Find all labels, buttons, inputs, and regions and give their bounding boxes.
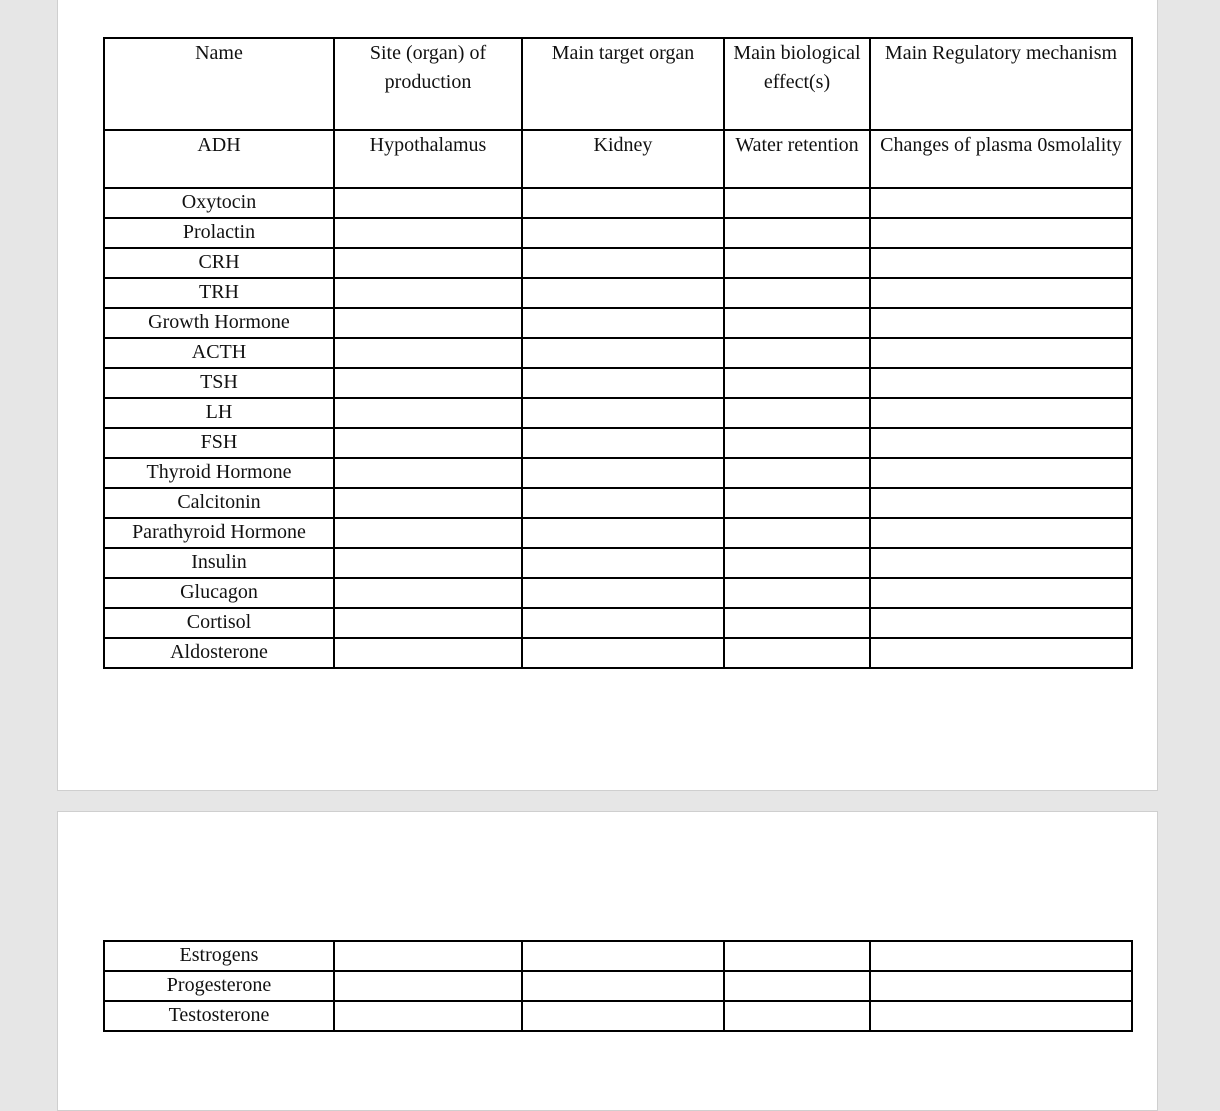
- blank-regulation-cell: [870, 488, 1132, 518]
- example-row: [104, 130, 1132, 188]
- table-row: [104, 398, 1132, 428]
- blank-regulation-cell: [870, 188, 1132, 218]
- hormone-name-cell: CRH: [104, 248, 334, 278]
- hormone-name-cell: TSH: [104, 368, 334, 398]
- blank-target-cell: [522, 218, 724, 248]
- hormone-name-cell: Prolactin: [104, 218, 334, 248]
- blank-site-cell: [334, 218, 522, 248]
- table-row: [104, 578, 1132, 608]
- table-row: [104, 638, 1132, 668]
- table-row: [104, 188, 1132, 218]
- blank-site-cell: [334, 398, 522, 428]
- blank-target-cell: [522, 488, 724, 518]
- blank-target-cell: [522, 278, 724, 308]
- blank-regulation-cell: [870, 278, 1132, 308]
- blank-target-cell: [522, 188, 724, 218]
- blank-effect-cell: [724, 218, 870, 248]
- hormone-name-cell: Testosterone: [104, 1001, 334, 1031]
- hormone-name-cell: Insulin: [104, 548, 334, 578]
- blank-effect-cell: [724, 608, 870, 638]
- blank-regulation-cell: [870, 398, 1132, 428]
- blank-regulation-cell: [870, 638, 1132, 668]
- blank-target-cell: [522, 308, 724, 338]
- document-page-1: [57, 0, 1158, 791]
- blank-regulation-cell: [870, 548, 1132, 578]
- blank-effect-cell: [724, 548, 870, 578]
- blank-target-cell: [522, 971, 724, 1001]
- blank-site-cell: [334, 971, 522, 1001]
- hormone-name-cell: Cortisol: [104, 608, 334, 638]
- hormone-table: [103, 37, 1133, 669]
- example-effect: Water retention: [724, 130, 870, 188]
- blank-target-cell: [522, 548, 724, 578]
- table-row: [104, 971, 1132, 1001]
- hormone-name-cell: Progesterone: [104, 971, 334, 1001]
- blank-effect-cell: [724, 308, 870, 338]
- blank-site-cell: [334, 458, 522, 488]
- header-site: Site (organ) of production: [334, 38, 522, 130]
- blank-effect-cell: [724, 338, 870, 368]
- blank-regulation-cell: [870, 971, 1132, 1001]
- table-row: [104, 488, 1132, 518]
- hormone-name-cell: Growth Hormone: [104, 308, 334, 338]
- hormone-name-cell: Calcitonin: [104, 488, 334, 518]
- header-regulation: Main Regulatory mechanism: [870, 38, 1132, 130]
- hormone-name-cell: TRH: [104, 278, 334, 308]
- blank-regulation-cell: [870, 308, 1132, 338]
- blank-site-cell: [334, 488, 522, 518]
- table-row: [104, 458, 1132, 488]
- hormone-name-cell: Glucagon: [104, 578, 334, 608]
- blank-regulation-cell: [870, 518, 1132, 548]
- blank-site-cell: [334, 188, 522, 218]
- blank-regulation-cell: [870, 218, 1132, 248]
- blank-site-cell: [334, 941, 522, 971]
- table-row: [104, 248, 1132, 278]
- blank-site-cell: [334, 1001, 522, 1031]
- blank-effect-cell: [724, 638, 870, 668]
- blank-target-cell: [522, 398, 724, 428]
- blank-regulation-cell: [870, 578, 1132, 608]
- hormone-name-cell: Oxytocin: [104, 188, 334, 218]
- blank-effect-cell: [724, 428, 870, 458]
- table-row: [104, 308, 1132, 338]
- blank-regulation-cell: [870, 368, 1132, 398]
- blank-regulation-cell: [870, 248, 1132, 278]
- blank-site-cell: [334, 428, 522, 458]
- table-row: [104, 518, 1132, 548]
- blank-effect-cell: [724, 941, 870, 971]
- blank-target-cell: [522, 518, 724, 548]
- table-row: [104, 368, 1132, 398]
- hormone-name-cell: LH: [104, 398, 334, 428]
- blank-regulation-cell: [870, 608, 1132, 638]
- blank-site-cell: [334, 278, 522, 308]
- header-name: Name: [104, 38, 334, 130]
- blank-target-cell: [522, 248, 724, 278]
- table-row: [104, 1001, 1132, 1031]
- blank-target-cell: [522, 638, 724, 668]
- blank-target-cell: [522, 1001, 724, 1031]
- blank-site-cell: [334, 548, 522, 578]
- table-row: [104, 548, 1132, 578]
- blank-target-cell: [522, 578, 724, 608]
- hormone-name-cell: Parathyroid Hormone: [104, 518, 334, 548]
- table-header-row: [104, 38, 1132, 130]
- blank-effect-cell: [724, 368, 870, 398]
- blank-effect-cell: [724, 578, 870, 608]
- hormone-table-continued: [103, 940, 1133, 1032]
- blank-target-cell: [522, 368, 724, 398]
- blank-effect-cell: [724, 398, 870, 428]
- blank-effect-cell: [724, 488, 870, 518]
- blank-regulation-cell: [870, 458, 1132, 488]
- hormone-name-cell: ACTH: [104, 338, 334, 368]
- table-row: [104, 218, 1132, 248]
- blank-target-cell: [522, 608, 724, 638]
- table-row: [104, 338, 1132, 368]
- blank-regulation-cell: [870, 428, 1132, 458]
- blank-site-cell: [334, 578, 522, 608]
- table-row: [104, 278, 1132, 308]
- header-target: Main target organ: [522, 38, 724, 130]
- blank-target-cell: [522, 428, 724, 458]
- blank-site-cell: [334, 638, 522, 668]
- blank-site-cell: [334, 338, 522, 368]
- blank-effect-cell: [724, 248, 870, 278]
- example-target: Kidney: [522, 130, 724, 188]
- hormone-name-cell: Aldosterone: [104, 638, 334, 668]
- blank-site-cell: [334, 518, 522, 548]
- table-row: [104, 428, 1132, 458]
- hormone-name-cell: FSH: [104, 428, 334, 458]
- blank-effect-cell: [724, 188, 870, 218]
- blank-effect-cell: [724, 278, 870, 308]
- table-row: [104, 941, 1132, 971]
- blank-effect-cell: [724, 518, 870, 548]
- blank-target-cell: [522, 458, 724, 488]
- example-site: Hypothalamus: [334, 130, 522, 188]
- blank-effect-cell: [724, 971, 870, 1001]
- blank-regulation-cell: [870, 1001, 1132, 1031]
- example-name: ADH: [104, 130, 334, 188]
- blank-site-cell: [334, 368, 522, 398]
- blank-regulation-cell: [870, 941, 1132, 971]
- hormone-name-cell: Estrogens: [104, 941, 334, 971]
- blank-target-cell: [522, 338, 724, 368]
- example-regulation: Changes of plasma 0smolality: [870, 130, 1132, 188]
- blank-effect-cell: [724, 1001, 870, 1031]
- blank-effect-cell: [724, 458, 870, 488]
- header-effect: Main biological effect(s): [724, 38, 870, 130]
- document-page-2: [57, 811, 1158, 1111]
- blank-site-cell: [334, 608, 522, 638]
- blank-site-cell: [334, 248, 522, 278]
- blank-target-cell: [522, 941, 724, 971]
- blank-site-cell: [334, 308, 522, 338]
- table-row: [104, 608, 1132, 638]
- hormone-name-cell: Thyroid Hormone: [104, 458, 334, 488]
- blank-regulation-cell: [870, 338, 1132, 368]
